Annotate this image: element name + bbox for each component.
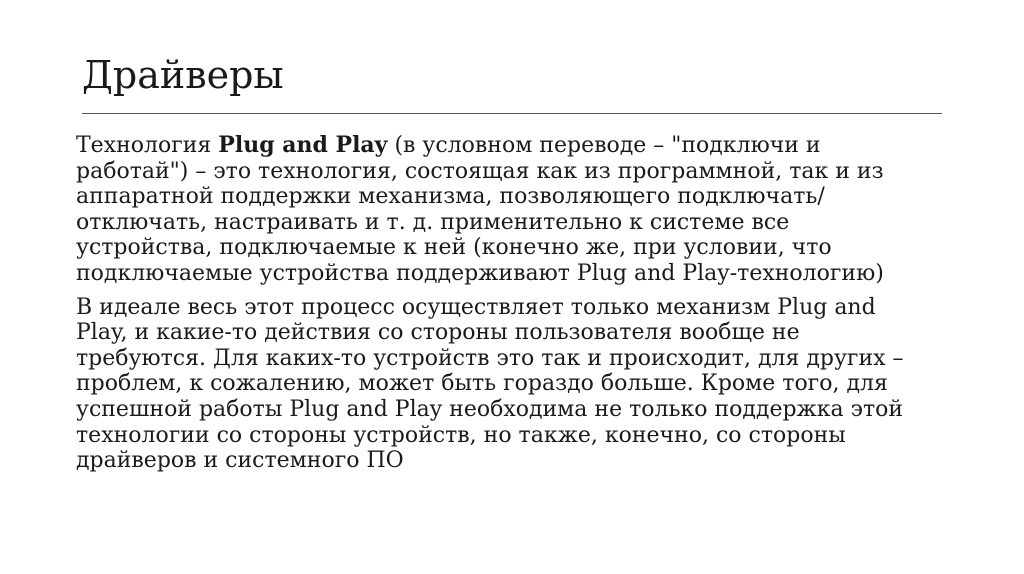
plug-and-play-term: Plug and Play (218, 132, 388, 158)
title-divider (82, 113, 942, 114)
paragraph1-lead: Технология (76, 133, 219, 158)
slide-title: Драйверы (82, 53, 284, 97)
paragraph-plug-and-play-definition (76, 133, 906, 287)
paragraph-ideal-process: В идеале весь этот процесс осуществляет только механизм Plug and Play, и какие-то действия со стороны пользователя вообще не требуются. Для каких-то устройств это так и происходит, для других – проблем, к сожалению, может быть гораздо больше. Кроме того, для успешной работы Plug and Play необходима не только поддержка этой технологии со стороны устройств, но также, конечно, со стороны драйверов и системного ПО (76, 294, 904, 474)
paragraph1-rest: (в условном переводе – "подключи и работай") – это технология, состоящая как из программной, так и из аппаратной поддержки механизма, позволяющего подключать/отключать, настраивать и т. д. применительно к системе все устройства, подключаемые к ней (конечно же, при условии, что подключаемые устройства поддерживают Plug and Play-технологию) (76, 133, 884, 286)
slide-body (76, 133, 906, 482)
